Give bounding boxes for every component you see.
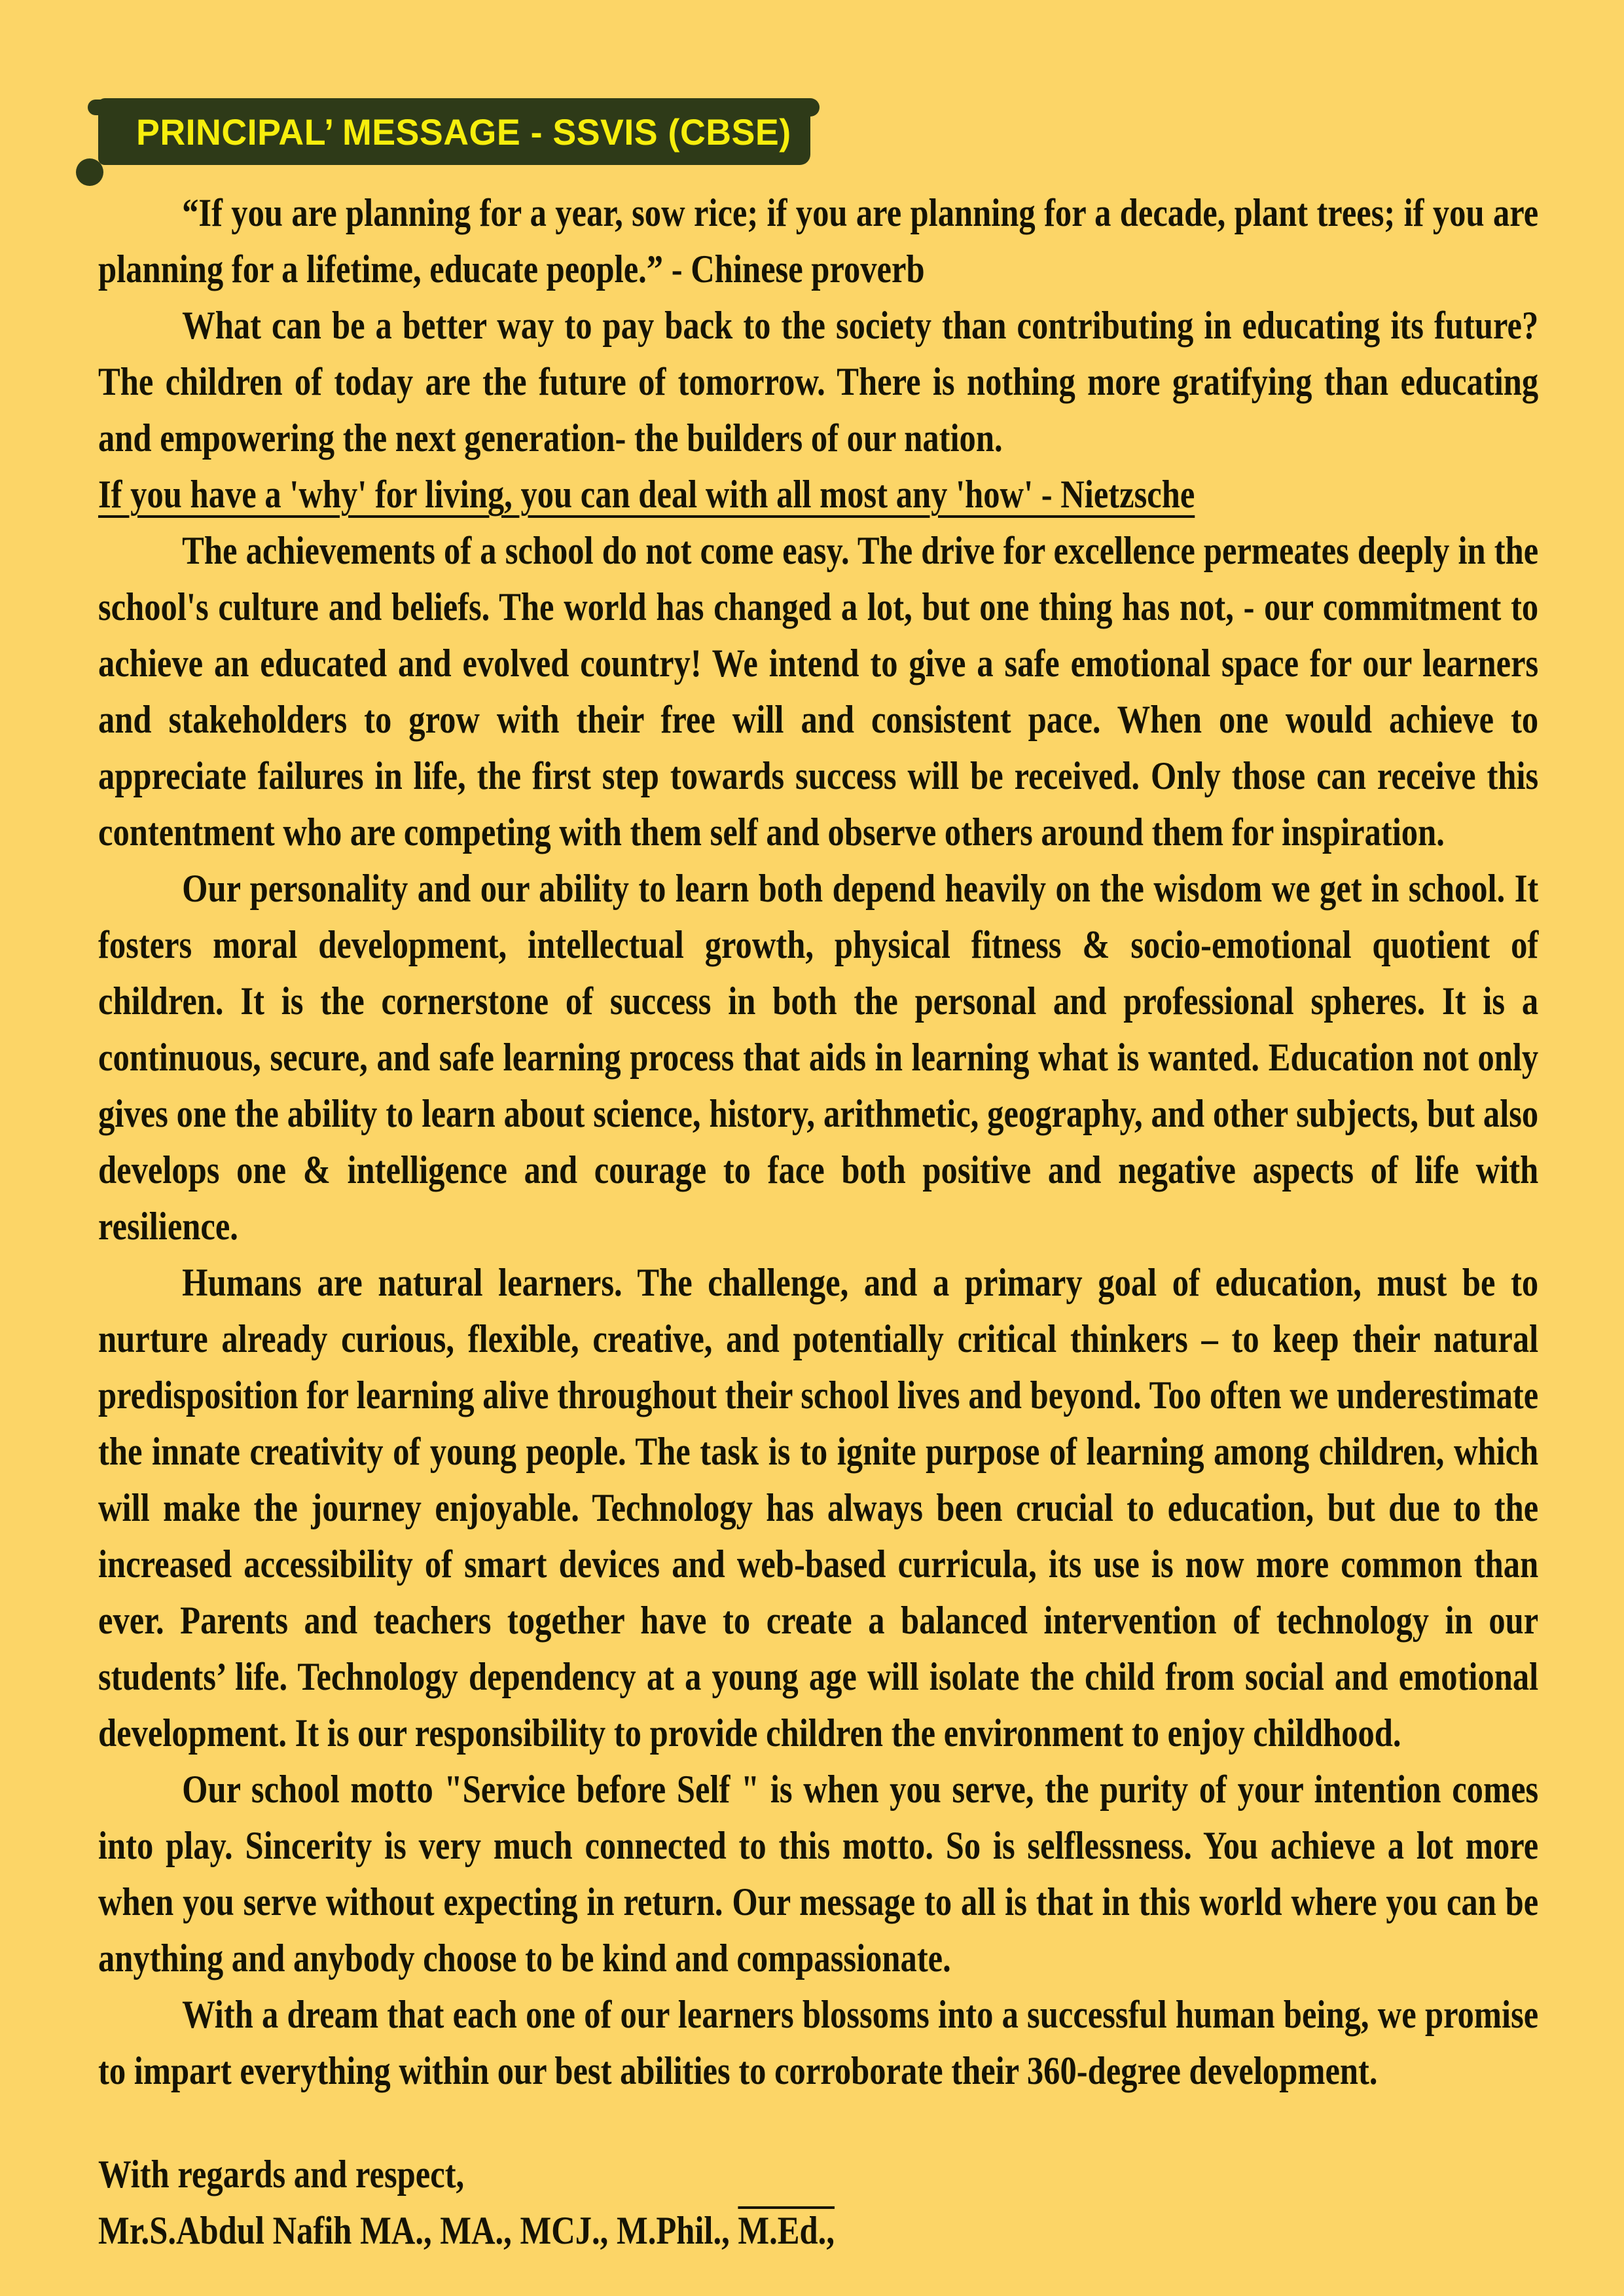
signature-name-text: Mr.S.Abdul Nafih MA., MA., MCJ., M.Phil., <box>98 2209 738 2252</box>
title-ribbon <box>98 98 810 165</box>
ribbon-fold-bottom-left <box>76 158 103 186</box>
body-paragraph-3: Our personality and our ability to learn both depend heavily on the wisdom we get in school. It fosters moral development, intellectual growth, physical fitness & socio-emotional quotient of children. It is the cornerstone of success in both the personal and professional spheres. It is a continuous, secure, and safe learning process that aids in learning what is wanted. Education not only gives one the ability to learn about science, history, arithmetic, geography, and other subjects, but also develops one & intelligence and courage to face both positive and negative aspects of life with resilience. <box>98 867 1539 1248</box>
body-paragraph-5: Our school motto "Service before Self " is when you serve, the purity of your intention comes into play. Sincerity is very much connected to this motto. So is selflessness. You achieve a lot more when you serve without expecting in return. Our message to all is that in this world where you can be anything and anybody choose to be kind and compassionate. <box>98 1768 1539 1980</box>
body-paragraph-4: Humans are natural learners. The challenge, and a primary goal of education, must be to nurture already curious, flexible, creative, and potentially critical thinkers – to keep their natural predisposition for learning alive throughout their school lives and beyond. Too often we underestimate the innate creativity of young people. The task is to ignite purpose of learning among children, which will make the journey enjoyable. Technology has always been crucial to education, but due to the increased accessibility of smart devices and web-based curricula, its use is now more common than ever. Parents and teachers together have to create a balanced intervention of technology in our students’ life. Technology dependency at a young age will isolate the child from social and emotional development. It is our responsibility to provide children the environment to enjoy childhood. <box>98 1261 1539 1755</box>
signature-closing: With regards and respect, <box>98 2153 465 2196</box>
body-paragraph-6: With a dream that each one of our learners blossoms into a successful human being, we promise to impart everything within our best abilities to corroborate their 360-degree development. <box>98 1993 1539 2092</box>
signature-name <box>98 2202 1538 2259</box>
page-title: PRINCIPAL’ MESSAGE - SSVIS (CBSE) <box>136 111 791 153</box>
signature-block <box>98 2146 1538 2259</box>
message-body <box>98 185 1538 2259</box>
chinese-proverb-paragraph: “If you are planning for a year, sow rice; if you are planning for a decade, plant trees; if you are planning for a lifetime, educate people.” - Chinese proverb <box>98 191 1539 291</box>
ribbon-fold-top-right <box>797 98 820 117</box>
nietzsche-quote-line: If you have a 'why' for living, you can deal with all most any 'how' - Nietzsche <box>98 473 1195 516</box>
body-paragraph-2: The achievements of a school do not come easy. The drive for excellence permeates deeply in the school's culture and beliefs. The world has changed a lot, but one thing has not, - our commitment to achieve an educated and evolved country! We intend to give a safe emotional space for our learners and stakeholders to grow with their free will and consistent pace. When one would achieve to appreciate failures in life, the first step towards success will be received. Only those can receive this contentment who are competing with them self and observe others around them for inspiration. <box>98 529 1539 854</box>
ribbon-fold-top-left <box>88 100 106 115</box>
body-paragraph-1: What can be a better way to pay back to the society than contributing in educating its future? The children of today are the future of tomorrow. There is nothing more gratifying than educating and empowering the next generation- the builders of our nation. <box>98 304 1539 460</box>
signature-degree-overlined: M.Ed., <box>738 2209 835 2252</box>
